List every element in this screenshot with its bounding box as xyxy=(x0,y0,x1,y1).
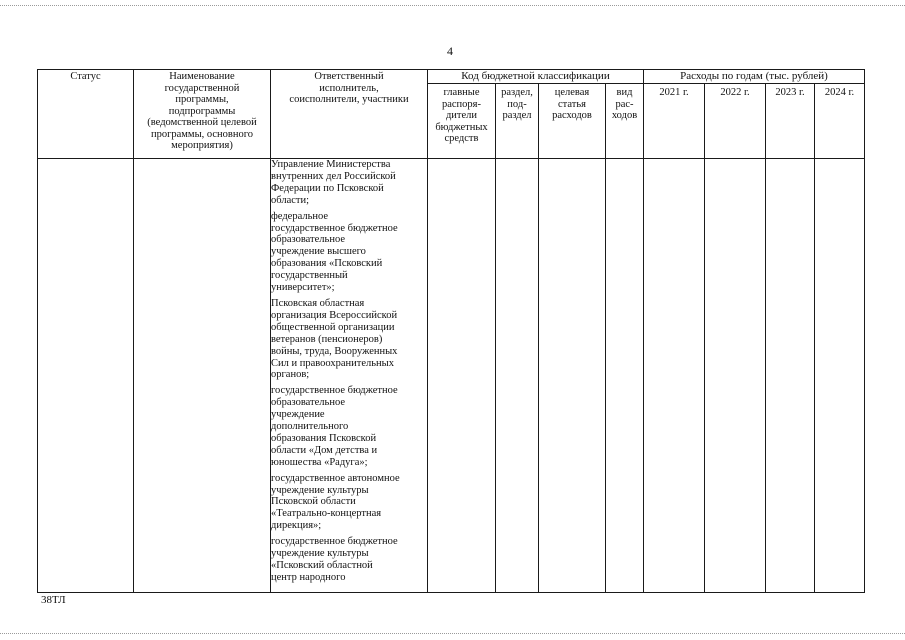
budget-table xyxy=(37,69,865,593)
col-rule xyxy=(538,83,539,593)
col-rule xyxy=(643,69,644,593)
participant-item: Псковская областная организация Всероссийской общественной организации ветеранов (пенсионеров) войны, труда, Вооруженных Сил и правоохранительных органов; xyxy=(271,297,398,381)
header-target-article: целевая статья расходов xyxy=(552,87,592,121)
table-border-top xyxy=(37,69,865,70)
scan-edge-bottom xyxy=(0,633,905,634)
header-program-name: Наименование государственной программы, подпрограммы (ведомственной целевой программы, основного мероприятия) xyxy=(147,71,257,151)
participant-item: государственное автономное учреждение культуры Псковской области «Театрально-концертная дирекция»; xyxy=(271,472,400,532)
header-responsible: Ответственный исполнитель, соисполнители, участники xyxy=(289,71,409,105)
participant-item: федеральное государственное бюджетное образовательное учреждение высшего образования «Псковский государственный университет»; xyxy=(271,210,398,294)
col-rule xyxy=(864,69,865,593)
header-section: раздел, под- раздел xyxy=(501,87,533,121)
header-bottom-rule xyxy=(37,158,865,159)
header-main-managers: главные распоря- дители бюджетных средств xyxy=(435,87,488,144)
participant-item: государственное бюджетное учреждение культуры «Псковский областной центр народного xyxy=(271,536,398,583)
col-rule xyxy=(605,83,606,593)
col-rule xyxy=(427,69,428,593)
header-expense-type: вид рас- ходов xyxy=(611,87,638,121)
header-expenses: Расходы по годам (тыс. рублей) xyxy=(680,71,828,82)
footer-code: 38ТЛ xyxy=(41,594,66,606)
participant-item: Управление Министерства внутренних дел Российской Федерации по Псковской области; xyxy=(271,159,396,206)
header-year-2021: 2021 г. xyxy=(659,87,689,98)
participant-item: государственное бюджетное образовательное учреждение дополнительного образования Псковской области «Дом детства и юношества «Радуга»; xyxy=(271,385,398,468)
page-number: 4 xyxy=(447,44,453,58)
header-status: Статус xyxy=(70,71,101,82)
group-header-rule xyxy=(427,83,865,84)
header-year-2023: 2023 г. xyxy=(775,87,805,98)
scan-edge-top xyxy=(0,5,905,6)
table-border-bottom xyxy=(37,592,865,593)
col-rule xyxy=(37,69,38,593)
col-rule xyxy=(704,83,705,593)
col-rule xyxy=(814,83,815,593)
col-rule xyxy=(765,83,766,593)
header-year-2024: 2024 г. xyxy=(824,87,855,98)
header-year-2022: 2022 г. xyxy=(720,87,750,98)
header-budget-code: Код бюджетной классификации xyxy=(461,71,610,82)
col-rule xyxy=(495,83,496,593)
participants-list xyxy=(271,159,427,593)
